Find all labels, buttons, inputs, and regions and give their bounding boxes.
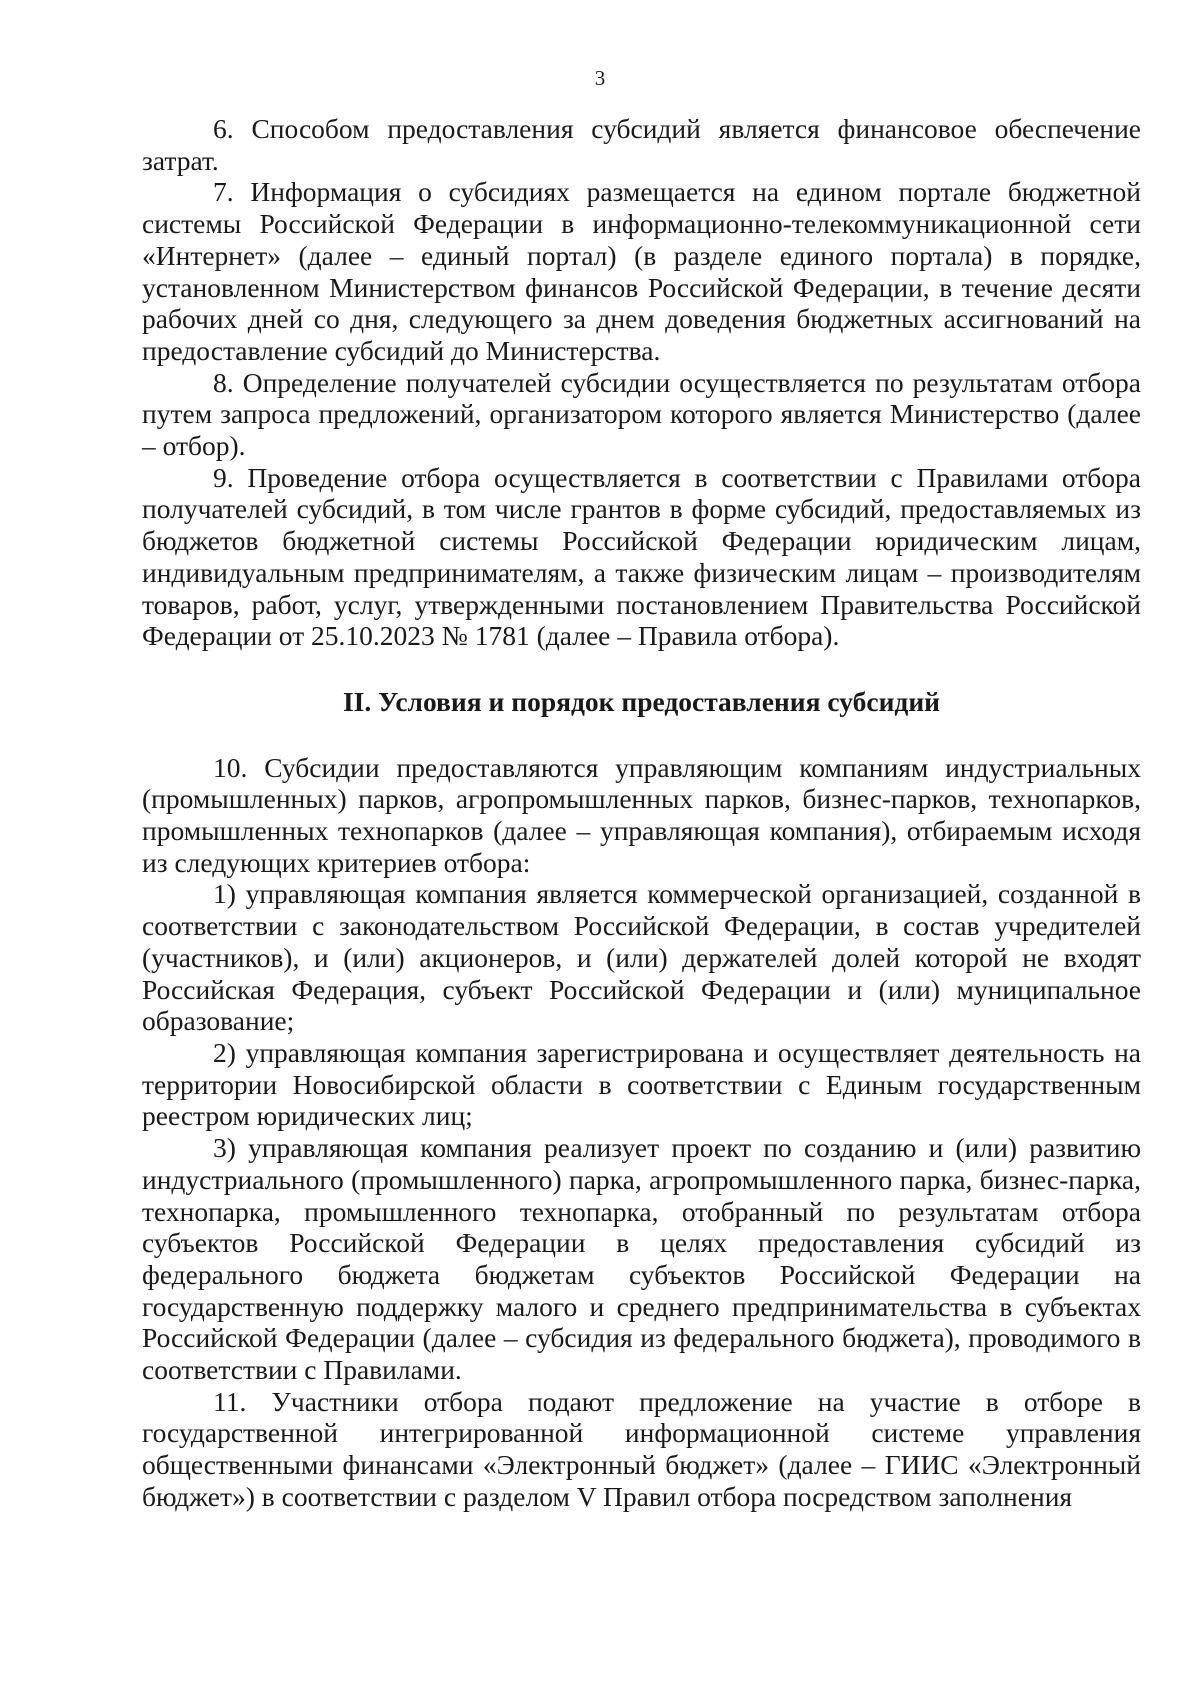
page-number: 3 xyxy=(594,66,606,90)
paragraph-9: 9. Проведение отбора осуществляется в соответствии с Правилами отбора получателей субсидий, в том числе грантов в форме субсидий, предоставляемых из бюджетов бюджетной системы Российской Федерации юридическим лицам, индивидуальным предпринимателям, а также физическим лицам – производителям товаров, работ, услуг, утвержденными постановлением Правительства Российской Федерации от 25.10.2023 № 1781 (далее – Правила отбора). xyxy=(142,461,1141,652)
criterion-3: 3) управляющая компания реализует проект по созданию и (или) развитию индустриального (промышленного) парка, агропромышленного парка, бизнес-парка, технопарка, промышленного технопарка, отобранный по результатам отбора субъектов Российской Федерации в целях предоставления субсидий из федерального бюджета бюджетам субъектов Российской Федерации на государственную поддержку малого и среднего предпринимательства в субъектах Российской Федерации (далее – субсидия из федерального бюджета), проводимого в соответствии с Правилами. xyxy=(142,1132,1141,1386)
paragraph-11: 11. Участники отбора подают предложение на участие в отборе в государственной интегрированной информационной системе управления общественными финансами «Электронный бюджет» (далее – ГИИС «Электронный бюджет») в соответствии с разделом V Правил отбора посредством заполнения xyxy=(142,1385,1141,1512)
paragraph-10: 10. Субсидии предоставляются управляющим компаниям индустриальных (промышленных) парков, агропромышленных парков, бизнес-парков, технопарков, промышленных технопарков (далее – управляющая компания), отбираемым исходя из следующих критериев отбора: xyxy=(142,751,1141,878)
paragraph-7: 7. Информация о субсидиях размещается на едином портале бюджетной системы Российской Федерации в информационно-телекоммуникационной сети «Интернет» (далее – единый портал) (в разделе единого портала) в порядке, установленном Министерством финансов Российской Федерации, в течение десяти рабочих дней со дня, следующего за днем доведения бюджетных ассигнований на предоставление субсидий до Министерства. xyxy=(142,176,1141,366)
paragraph-8: 8. Определение получателей субсидии осуществляется по результатам отбора путем запроса предложений, организатором которого является Министерство (далее – отбор). xyxy=(142,366,1141,462)
paragraph-6: 6. Способом предоставления субсидий является финансовое обеспечение затрат. xyxy=(142,113,1141,176)
criterion-1: 1) управляющая компания является коммерческой организацией, созданной в соответствии с законодательством Российской Федерации, в состав учредителей (участников), и (или) акционеров, и (или) держателей долей которой не входят Российская Федерация, субъект Российской Федерации и (или) муниципальное образование; xyxy=(142,878,1141,1037)
section-heading: II. Условия и порядок предоставления субсидий xyxy=(342,685,941,717)
criterion-2: 2) управляющая компания зарегистрирована и осуществляет деятельность на территории Новосибирской области в соответствии с Единым государственным реестром юридических лиц; xyxy=(142,1036,1141,1132)
document-body xyxy=(142,113,1141,1513)
